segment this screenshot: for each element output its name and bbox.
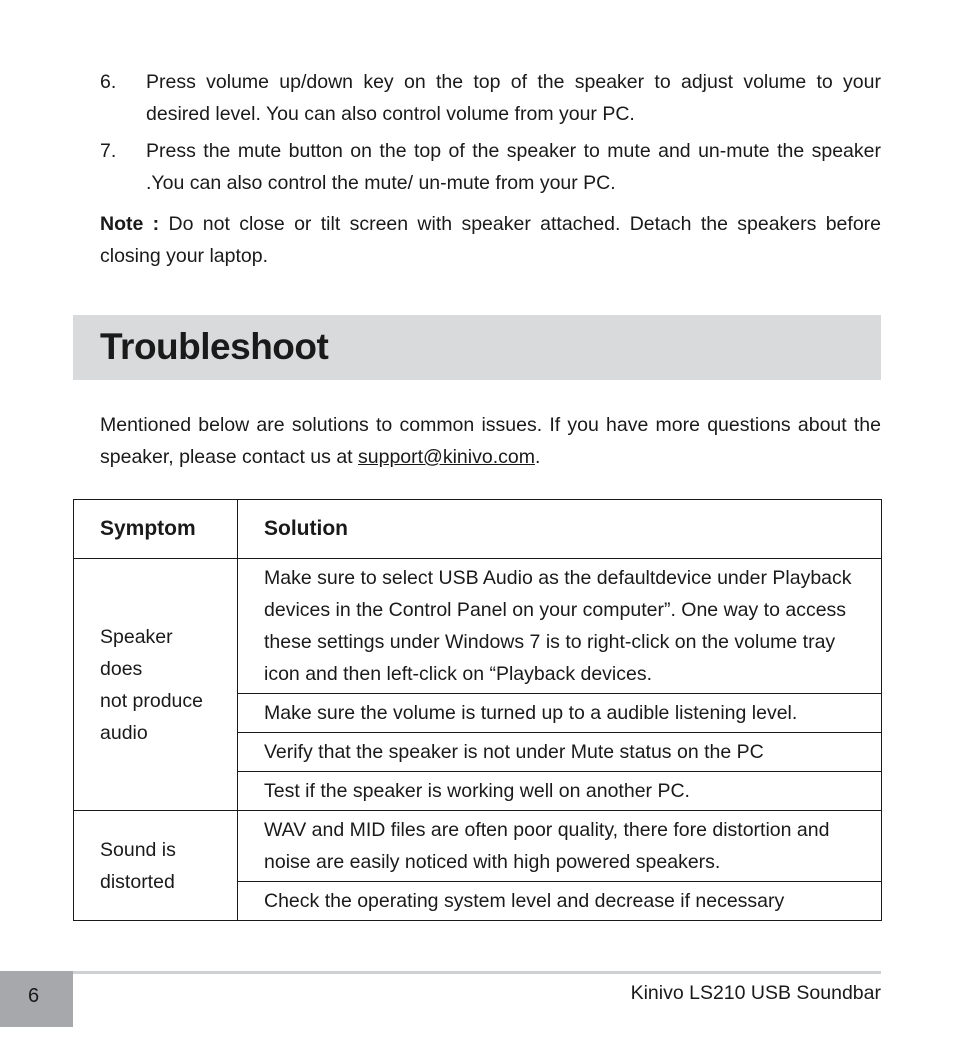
list-text: Press volume up/down key on the top of the speaker to adjust volume to your desired level. You can also control volume from your PC. [146, 71, 881, 125]
solution-cell: Check the operating system level and decrease if necessary [238, 882, 882, 921]
table-row [74, 559, 882, 694]
support-email-link[interactable]: support@kinivo.com [358, 446, 535, 468]
solution-cell: Make sure the volume is turned up to a audible listening level. [238, 694, 882, 733]
symptom-header: Symptom [74, 500, 238, 559]
footer-divider [73, 971, 881, 974]
note-paragraph [100, 208, 881, 272]
solution-cell: WAV and MID files are often poor quality, there fore distortion and noise are easily noticed with high powered speakers. [238, 811, 882, 882]
symptom-line: Sound is [100, 838, 176, 861]
section-header [73, 315, 881, 380]
symptom-line: audio [100, 721, 148, 744]
table-row [74, 811, 882, 882]
symptom-line: distorted [100, 870, 175, 893]
symptom-line: does [100, 657, 143, 680]
page-number: 6 [28, 985, 40, 1007]
note-text: Do not close or tilt screen with speaker attached. Detach the speakers before closing your laptop. [100, 213, 882, 267]
symptom-line: Speaker [100, 625, 173, 648]
note-label: Note : [100, 213, 160, 235]
page-number-box [0, 971, 73, 1027]
list-item-6 [100, 66, 881, 130]
list-text: Press the mute button on the top of the speaker to mute and un-mute the speaker .You can also control the mute/ un-mute from your PC. [146, 140, 881, 194]
troubleshoot-table [73, 499, 882, 921]
solution-cell: Test if the speaker is working well on another PC. [238, 772, 882, 811]
symptom-cell [74, 559, 238, 811]
symptom-cell [74, 811, 238, 921]
list-number: 7. [100, 140, 117, 162]
section-title: Troubleshoot [100, 326, 329, 367]
intro-text: Mentioned below are solutions to common issues. If you have more questions about the speaker, please contact us at [100, 414, 881, 468]
symptom-line: not produce [100, 689, 203, 712]
solution-header: Solution [238, 500, 882, 559]
footer-product-name: Kinivo LS210 USB Soundbar [630, 982, 881, 1004]
solution-cell: Make sure to select USB Audio as the defaultdevice under Playback devices in the Control Panel on your computer”. One way to access these settings under Windows 7 is to right-click on the volume tray icon and then left-click on “Playback devices. [238, 559, 882, 694]
intro-end: . [534, 446, 541, 468]
solution-cell: Verify that the speaker is not under Mute status on the PC [238, 733, 882, 772]
list-item-7 [100, 135, 881, 199]
list-number: 6. [100, 71, 117, 93]
intro-paragraph [100, 409, 881, 473]
table-header-row [74, 500, 882, 559]
